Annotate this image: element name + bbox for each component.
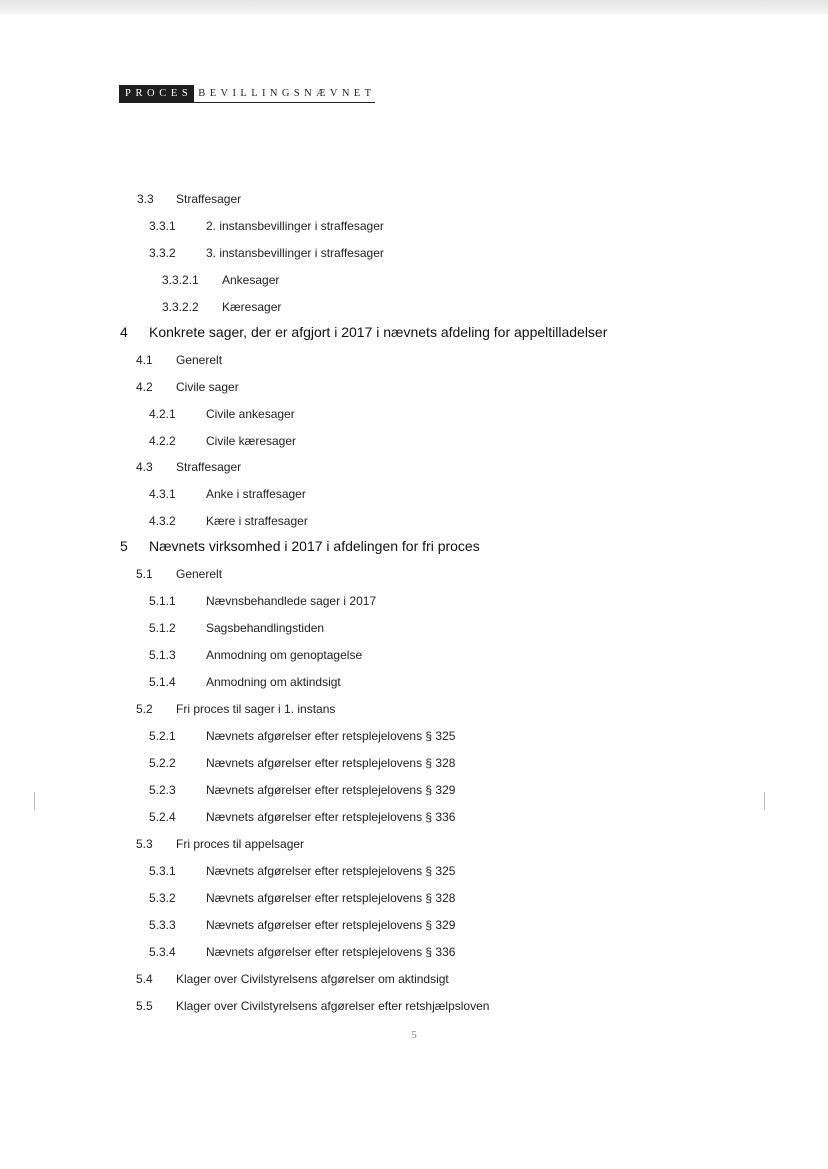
toc-entry-number: 5.1.4 — [149, 675, 176, 689]
toc-entry-title: Straffesager — [176, 460, 242, 474]
toc-entry-title: Klager over Civilstyrelsens afgørelser efter retshjælpsloven — [176, 999, 490, 1013]
toc-entry-number: 4.2.1 — [149, 407, 176, 421]
scan-mark-left — [34, 792, 35, 810]
toc-entry-number: 4 — [120, 324, 128, 340]
toc-entry-number: 5.1.1 — [149, 594, 176, 608]
toc-entry-title: Nævnets afgørelser efter retsplejelovens § 328 — [206, 891, 456, 905]
toc-entry-title: 3. instansbevillinger i straffesager — [206, 246, 384, 260]
toc-entry-title: Konkrete sager, der er afgjort i 2017 i nævnets afdeling for appeltilladelser — [149, 324, 608, 340]
toc-entry-title: Nævnets afgørelser efter retsplejelovens § 325 — [206, 864, 456, 878]
toc-entry-title: Civile kæresager — [206, 434, 297, 448]
toc-entry-title: Ankesager — [222, 273, 280, 287]
toc-entry-number: 5.3 — [136, 837, 153, 851]
toc-entry-title: Klager over Civilstyrelsens afgørelser om aktindsigt — [176, 972, 449, 986]
toc-entry-number: 4.3.1 — [149, 487, 176, 501]
toc-entry-number: 3.3.1 — [149, 219, 176, 233]
toc-entry-title: Civile sager — [176, 380, 239, 394]
toc-entry-title: Straffesager — [176, 192, 242, 206]
toc-entry-title: Nævnets afgørelser efter retsplejelovens § 325 — [206, 729, 456, 743]
toc-entry-title: Civile ankesager — [206, 407, 295, 421]
logo-bevillingsnaevnet-text: BEVILLINGSNÆVNET — [198, 88, 376, 99]
toc-entry-title: Nævnets afgørelser efter retsplejelovens § 336 — [206, 810, 456, 824]
toc-entry-number: 3.3.2.1 — [162, 273, 199, 287]
toc-entry-number: 4.3.2 — [149, 514, 176, 528]
scan-mark-right — [764, 792, 765, 810]
page-number: 5 — [411, 1029, 417, 1041]
toc-entry-number: 5.2.4 — [149, 810, 176, 824]
toc-entry-number: 4.3 — [136, 460, 153, 474]
toc-entry-title: Anmodning om genoptagelse — [206, 648, 363, 662]
toc-entry-number: 5.3.3 — [149, 918, 176, 932]
toc-entry-number: 5.4 — [136, 972, 153, 986]
toc-entry-title: Anke i straffesager — [206, 487, 306, 501]
toc-entry-number: 3.3 — [137, 192, 154, 206]
toc-entry-number: 5.1.2 — [149, 621, 176, 635]
toc-entry-title: 2. instansbevillinger i straffesager — [206, 219, 384, 233]
toc-entry-number: 5.1 — [136, 567, 153, 581]
toc-entry-number: 4.2.2 — [149, 434, 176, 448]
toc-entry-title: Nævnets afgørelser efter retsplejelovens § 329 — [206, 918, 456, 932]
toc-entry-title: Fri proces til sager i 1. instans — [176, 702, 336, 716]
toc-entry-number: 5.2.2 — [149, 756, 176, 770]
toc-entry-number: 5.3.4 — [149, 945, 176, 959]
logo-proces-text: PROCES — [119, 85, 194, 102]
toc-entry-title: Anmodning om aktindsigt — [206, 675, 341, 689]
toc-entry-number: 5.2.3 — [149, 783, 176, 797]
toc-entry-title: Generelt — [176, 353, 223, 367]
toc-entry-number: 5.3.1 — [149, 864, 176, 878]
toc-entry-title: Fri proces til appelsager — [176, 837, 305, 851]
toc-entry-number: 5.1.3 — [149, 648, 176, 662]
toc-entry-number: 5 — [120, 538, 128, 554]
toc-entry-title: Nævnets afgørelser efter retsplejelovens § 336 — [206, 945, 456, 959]
toc-entry-number: 5.2 — [136, 702, 153, 716]
toc-entry-title: Nævnets virksomhed i 2017 i afdelingen for fri proces — [149, 538, 480, 554]
toc-entry-title: Nævnets afgørelser efter retsplejelovens § 328 — [206, 756, 456, 770]
toc-entry-number: 4.1 — [136, 353, 153, 367]
toc-entry-number: 5.5 — [136, 999, 153, 1013]
scan-top-edge — [0, 0, 828, 14]
toc-entry-title: Kære i straffesager — [206, 514, 308, 528]
toc-entry-title: Nævnsbehandlede sager i 2017 — [206, 594, 377, 608]
header-logo — [119, 85, 375, 103]
toc-entry-title: Nævnets afgørelser efter retsplejelovens § 329 — [206, 783, 456, 797]
toc-entry-title: Generelt — [176, 567, 223, 581]
toc-entry-number: 5.2.1 — [149, 729, 176, 743]
toc-entry-number: 4.2 — [136, 380, 153, 394]
toc-entry-number: 3.3.2.2 — [162, 300, 199, 314]
toc-entry-number: 5.3.2 — [149, 891, 176, 905]
toc-entry-number: 3.3.2 — [149, 246, 176, 260]
toc-entry-title: Kæresager — [222, 300, 282, 314]
toc-entry-title: Sagsbehandlingstiden — [206, 621, 325, 635]
